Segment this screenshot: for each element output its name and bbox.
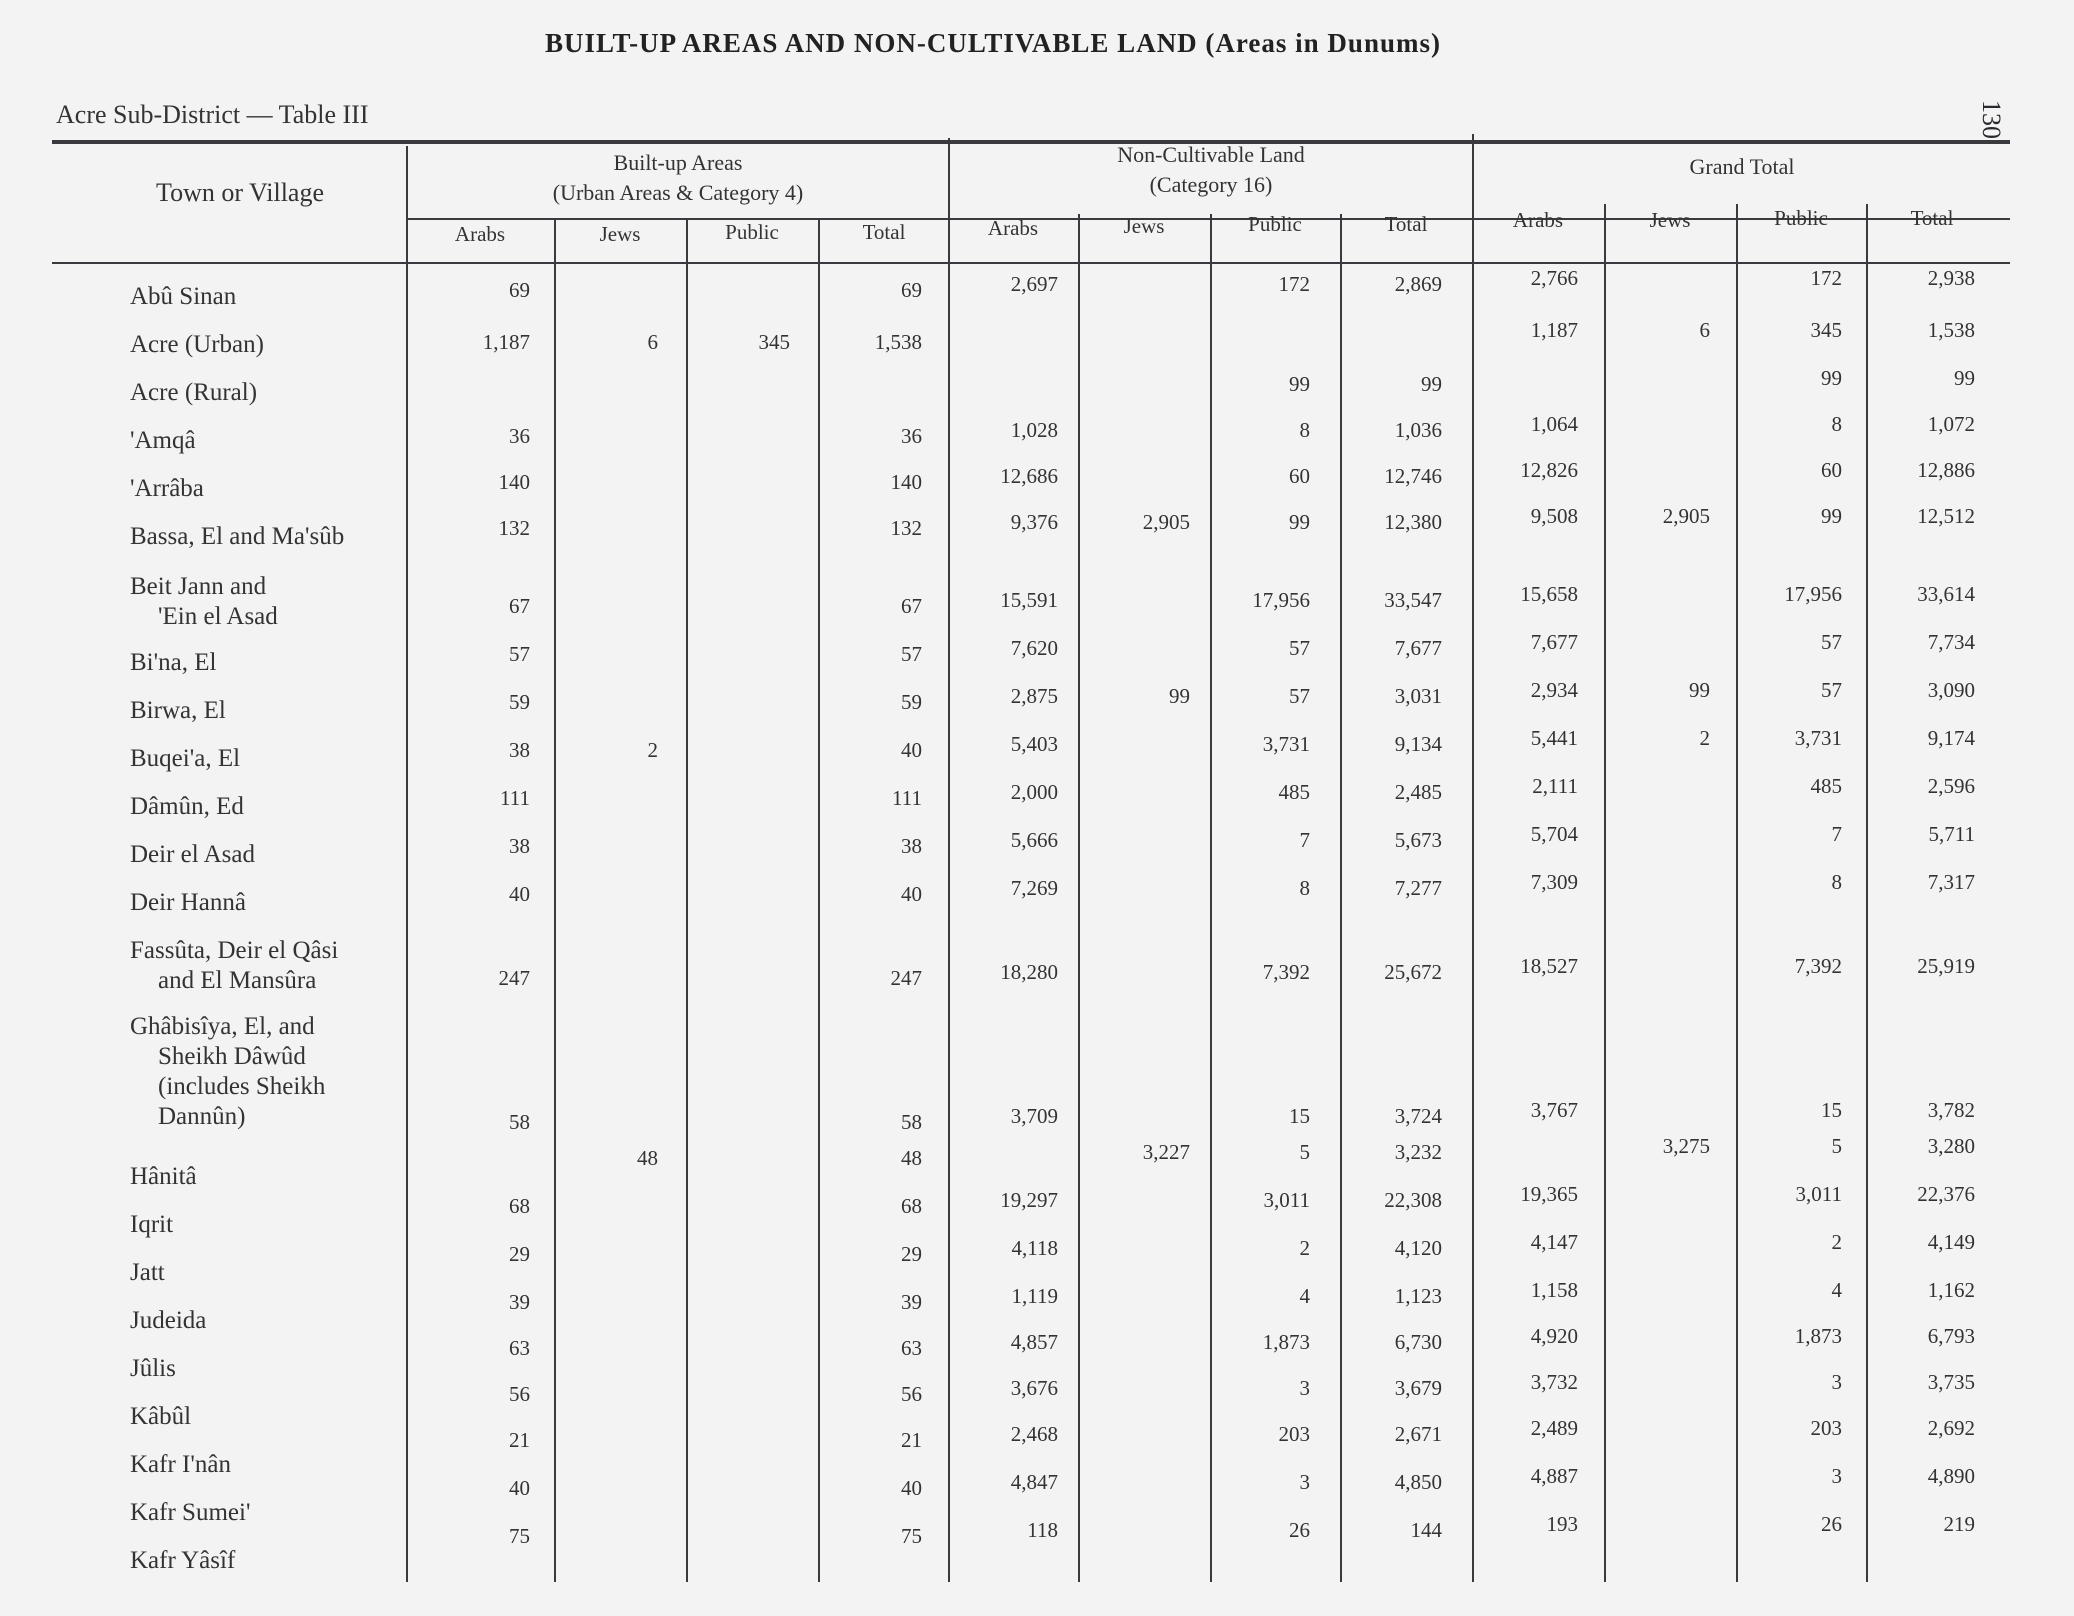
table-cell: 1,123 [1394, 1284, 1442, 1308]
table-cell: 4,920 [1530, 1324, 1578, 1348]
town-name-line: Kafr Sumei' [130, 1499, 251, 1526]
column-header: Total [862, 220, 906, 244]
non-cultivable-header-line1: Non-Cultivable Land [1117, 142, 1305, 167]
table-cell: 57 [1289, 684, 1310, 708]
table-cell: 1,036 [1394, 418, 1442, 442]
table-cell: 33,547 [1384, 588, 1442, 612]
table-cell: 247 [890, 966, 922, 990]
column-header: Jews [1123, 214, 1165, 238]
table-cell: 3,031 [1394, 684, 1442, 708]
table-cell: 3,275 [1662, 1134, 1710, 1158]
table-cell: 57 [509, 642, 530, 666]
table-cell: 2 [1699, 726, 1710, 750]
table-cell: 3 [1831, 1464, 1842, 1488]
table-cell: 3 [1299, 1376, 1310, 1400]
table-cell: 63 [509, 1336, 530, 1360]
table-cell: 3,232 [1394, 1140, 1442, 1164]
town-name-line: Bi'na, El [130, 649, 217, 676]
table-cell: 3,732 [1530, 1370, 1578, 1394]
table-cell: 4 [1299, 1284, 1310, 1308]
table-cell: 144 [1410, 1518, 1442, 1542]
table-cell: 5,673 [1394, 828, 1442, 852]
table-cell: 7,317 [1927, 870, 1975, 894]
column-header: Public [1774, 206, 1828, 230]
town-name [130, 648, 410, 678]
table-cell: 247 [498, 966, 530, 990]
col-divider [948, 138, 950, 1582]
table-cell: 2,869 [1394, 272, 1442, 296]
town-name [130, 426, 410, 456]
town-name [130, 840, 410, 870]
table-cell: 203 [1278, 1422, 1310, 1446]
table-cell: 56 [901, 1382, 922, 1406]
table-cell: 48 [637, 1146, 658, 1170]
table-cell: 3,280 [1927, 1134, 1975, 1158]
table-cell: 1,873 [1262, 1330, 1310, 1354]
column-header: Arabs [454, 222, 506, 246]
table-cell: 345 [758, 330, 790, 354]
table-cell: 3,731 [1794, 726, 1842, 750]
table-cell: 8 [1299, 418, 1310, 442]
table-cell: 4,120 [1394, 1236, 1442, 1260]
table-cell: 5 [1831, 1134, 1842, 1158]
table-cell: 2,596 [1927, 774, 1975, 798]
built-up-header [408, 148, 948, 208]
table-cell: 2,485 [1394, 780, 1442, 804]
table-cell: 3,679 [1394, 1376, 1442, 1400]
table-cell: 40 [509, 882, 530, 906]
table-cell: 22,376 [1917, 1182, 1975, 1206]
table-cell: 1,162 [1927, 1278, 1975, 1302]
table-cell: 39 [901, 1290, 922, 1314]
table-cell: 203 [1810, 1416, 1842, 1440]
table-cell: 7,392 [1262, 960, 1310, 984]
table-cell: 9,508 [1530, 504, 1578, 528]
table-cell: 58 [509, 1110, 530, 1134]
table-cell: 5 [1299, 1140, 1310, 1164]
table-cell: 59 [901, 690, 922, 714]
table-cell: 2,697 [1010, 272, 1058, 296]
table-cell: 2,111 [1532, 774, 1578, 798]
town-name [130, 1012, 410, 1132]
table-cell: 59 [509, 690, 530, 714]
table-cell: 99 [1289, 510, 1310, 534]
table-cell: 2,934 [1530, 678, 1578, 702]
table-cell: 15 [1289, 1104, 1310, 1128]
table-cell: 29 [901, 1242, 922, 1266]
town-name-line: Beit Jann and [130, 573, 267, 600]
table-cell: 8 [1831, 870, 1842, 894]
table-cell: 12,886 [1917, 458, 1975, 482]
table-cell: 7,309 [1530, 870, 1578, 894]
table-cell: 4,118 [1011, 1236, 1058, 1260]
town-name [130, 1546, 410, 1576]
table-cell: 56 [509, 1382, 530, 1406]
town-name-line: Deir el Asad [130, 841, 255, 868]
table-cell: 1,158 [1530, 1278, 1578, 1302]
table-cell: 132 [890, 516, 922, 540]
table-cell: 2 [1299, 1236, 1310, 1260]
table-cell: 26 [1289, 1518, 1310, 1542]
table-cell: 7,620 [1010, 636, 1058, 660]
table-cell: 57 [1821, 678, 1842, 702]
table-cell: 60 [1821, 458, 1842, 482]
table-cell: 219 [1943, 1512, 1975, 1536]
table-cell: 7 [1831, 822, 1842, 846]
table-cell: 19,365 [1520, 1182, 1578, 1206]
table-cell: 15,591 [1000, 588, 1058, 612]
table-cell: 3,735 [1927, 1370, 1975, 1394]
town-name-line: Abû Sinan [130, 283, 237, 310]
town-name [130, 572, 410, 632]
table-cell: 25,672 [1384, 960, 1442, 984]
column-header: Total [1910, 206, 1954, 230]
table-cell: 5,704 [1530, 822, 1578, 846]
page-number: 130 [1977, 100, 2006, 139]
table-cell: 29 [509, 1242, 530, 1266]
table-cell: 7,677 [1530, 630, 1578, 654]
town-name-line: Judeida [130, 1307, 207, 1334]
built-up-header-line1: Built-up Areas [613, 150, 743, 175]
town-name [130, 1258, 410, 1288]
town-name [130, 1498, 410, 1528]
table-cell: 1,538 [1927, 318, 1975, 342]
table-cell: 3,227 [1142, 1140, 1190, 1164]
table-cell: 6 [647, 330, 658, 354]
table-cell: 12,512 [1917, 504, 1975, 528]
table-cell: 7,677 [1394, 636, 1442, 660]
table-cell: 2,905 [1142, 510, 1190, 534]
table-cell: 99 [1821, 504, 1842, 528]
table-cell: 8 [1299, 876, 1310, 900]
table-cell: 3 [1299, 1470, 1310, 1494]
town-name [130, 744, 410, 774]
table-cell: 485 [1810, 774, 1842, 798]
table-cell: 2,766 [1530, 266, 1578, 290]
table-cell: 3,011 [1263, 1188, 1310, 1212]
table-cell: 15 [1821, 1098, 1842, 1122]
table-cell: 39 [509, 1290, 530, 1314]
column-header: Jews [1649, 208, 1691, 232]
town-name [130, 1306, 410, 1336]
table-cell: 4,857 [1010, 1330, 1058, 1354]
table-cell: 12,380 [1384, 510, 1442, 534]
table-cell: 3,011 [1795, 1182, 1842, 1206]
table-cell: 99 [1689, 678, 1710, 702]
table-cell: 7 [1299, 828, 1310, 852]
table-cell: 6 [1699, 318, 1710, 342]
town-name [130, 1162, 410, 1192]
table-cell: 3,090 [1927, 678, 1975, 702]
table-cell: 1,028 [1010, 418, 1058, 442]
table-cell: 15,658 [1520, 582, 1578, 606]
town-name [130, 474, 410, 504]
table-cell: 40 [509, 1476, 530, 1500]
col-divider [686, 220, 688, 1582]
table-cell: 12,826 [1520, 458, 1578, 482]
table-cell: 8 [1831, 412, 1842, 436]
table-cell: 3,724 [1394, 1104, 1442, 1128]
column-header: Jews [599, 222, 641, 246]
table-cell: 5,403 [1010, 732, 1058, 756]
table-cell: 172 [1810, 266, 1842, 290]
table-cell: 58 [901, 1110, 922, 1134]
table-cell: 6,793 [1927, 1324, 1975, 1348]
grand-total-header-line1: Grand Total [1689, 154, 1795, 179]
column-header: Arabs [1512, 208, 1564, 232]
town-header: Town or Village [156, 178, 324, 207]
table-cell: 4,890 [1927, 1464, 1975, 1488]
town-name-line: Dâmûn, Ed [130, 793, 244, 820]
table-cell: 18,280 [1000, 960, 1058, 984]
table-cell: 2,671 [1394, 1422, 1442, 1446]
table-cell: 2,905 [1662, 504, 1710, 528]
town-name-line: Jûlis [130, 1355, 176, 1382]
table-cell: 7,277 [1394, 876, 1442, 900]
table-cell: 3,767 [1530, 1098, 1578, 1122]
table-cell: 4 [1831, 1278, 1842, 1302]
table-cell: 38 [901, 834, 922, 858]
table-cell: 2,489 [1530, 1416, 1578, 1440]
table-subtitle: Acre Sub-District — Table III [56, 100, 369, 129]
table-cell: 2,468 [1010, 1422, 1058, 1446]
town-name-line: Jatt [130, 1259, 165, 1286]
table-cell: 69 [901, 278, 922, 302]
column-header: Total [1384, 212, 1428, 236]
table-cell: 48 [901, 1146, 922, 1170]
table-cell: 2,692 [1927, 1416, 1975, 1440]
table-cell: 99 [1954, 366, 1975, 390]
town-name [130, 522, 410, 552]
table-cell: 2,000 [1010, 780, 1058, 804]
table-cell: 60 [1289, 464, 1310, 488]
town-name [130, 1402, 410, 1432]
non-cultivable-header [950, 140, 1472, 200]
table-cell: 75 [509, 1524, 530, 1548]
town-name-line: Ghâbisîya, El, and [130, 1013, 315, 1040]
table-cell: 9,174 [1927, 726, 1975, 750]
town-name [130, 282, 410, 312]
table-cell: 1,873 [1794, 1324, 1842, 1348]
town-name-line: Kâbûl [130, 1403, 192, 1430]
table-cell: 1,064 [1530, 412, 1578, 436]
town-name-line: Buqei'a, El [130, 745, 241, 772]
town-name [130, 378, 410, 408]
table-cell: 9,376 [1010, 510, 1058, 534]
table-cell: 17,956 [1784, 582, 1842, 606]
table-cell: 33,614 [1917, 582, 1975, 606]
table-cell: 2 [647, 738, 658, 762]
non-cultivable-header-line2: (Category 16) [1149, 172, 1273, 197]
table-cell: 7,269 [1010, 876, 1058, 900]
town-name-line: Acre (Urban) [130, 331, 264, 358]
table-cell: 2,938 [1927, 266, 1975, 290]
table-cell: 4,147 [1530, 1230, 1578, 1254]
town-name [130, 1354, 410, 1384]
table-cell: 6,730 [1394, 1330, 1442, 1354]
town-name-line: Kafr I'nân [130, 1451, 231, 1478]
table-cell: 5,666 [1010, 828, 1058, 852]
table-cell: 12,746 [1384, 464, 1442, 488]
table-cell: 111 [892, 786, 922, 810]
column-header: Arabs [987, 216, 1039, 240]
table-cell: 21 [509, 1428, 530, 1452]
town-name-line: and El Mansûra [158, 967, 317, 994]
table-cell: 63 [901, 1336, 922, 1360]
table-cell: 18,527 [1520, 954, 1578, 978]
table-cell: 5,441 [1530, 726, 1578, 750]
table-cell: 3,782 [1927, 1098, 1975, 1122]
town-name [130, 696, 410, 726]
table-cell: 1,538 [874, 330, 922, 354]
table-cell: 21 [901, 1428, 922, 1452]
town-name-line: (includes Sheikh [158, 1073, 326, 1100]
town-name-line: Kafr Yâsîf [130, 1547, 236, 1574]
table-cell: 67 [901, 594, 922, 618]
table-cell: 57 [1821, 630, 1842, 654]
town-name [130, 936, 410, 996]
table-cell: 99 [1421, 372, 1442, 396]
table-cell: 3 [1831, 1370, 1842, 1394]
column-header: Public [725, 220, 779, 244]
column-header: Public [1248, 212, 1302, 236]
table-cell: 22,308 [1384, 1188, 1442, 1212]
table-cell: 38 [509, 834, 530, 858]
table-cell: 1,187 [1530, 318, 1578, 342]
table-cell: 12,686 [1000, 464, 1058, 488]
table-cell: 1,119 [1011, 1284, 1058, 1308]
town-name-line: Hânitâ [130, 1163, 197, 1190]
table-cell: 140 [890, 470, 922, 494]
table-cell: 4,887 [1530, 1464, 1578, 1488]
table-cell: 485 [1278, 780, 1310, 804]
table-cell: 40 [901, 882, 922, 906]
table-cell: 99 [1821, 366, 1842, 390]
table-cell: 345 [1810, 318, 1842, 342]
table-cell: 4,847 [1010, 1470, 1058, 1494]
table-cell: 7,734 [1927, 630, 1975, 654]
table-cell: 36 [509, 424, 530, 448]
grand-total-header [1474, 152, 2010, 182]
town-name-line: 'Ein el Asad [158, 603, 278, 630]
col-divider [1604, 204, 1606, 1582]
table-cell: 4,850 [1394, 1470, 1442, 1494]
header-rule-2 [52, 262, 2010, 264]
table-cell: 69 [509, 278, 530, 302]
town-name-line: Iqrit [130, 1211, 174, 1238]
table-cell: 111 [500, 786, 530, 810]
table-cell: 2 [1831, 1230, 1842, 1254]
table-cell: 68 [901, 1194, 922, 1218]
table-cell: 67 [509, 594, 530, 618]
table-cell: 68 [509, 1194, 530, 1218]
town-name-line: 'Arrâba [130, 475, 204, 502]
table-cell: 36 [901, 424, 922, 448]
town-name [130, 1210, 410, 1240]
table-cell: 193 [1546, 1512, 1578, 1536]
built-up-header-line2: (Urban Areas & Category 4) [552, 180, 804, 205]
table-cell: 4,149 [1927, 1230, 1975, 1254]
town-name-line: Deir Hannâ [130, 889, 246, 916]
town-name-line: Acre (Rural) [130, 379, 258, 406]
table-cell: 1,072 [1927, 412, 1975, 436]
table-cell: 2,875 [1010, 684, 1058, 708]
town-name [130, 1450, 410, 1480]
table-cell: 17,956 [1252, 588, 1310, 612]
table-cell: 3,676 [1010, 1376, 1058, 1400]
table-cell: 19,297 [1000, 1188, 1058, 1212]
table-cell: 3,709 [1010, 1104, 1058, 1128]
town-name-line: 'Amqâ [130, 427, 196, 454]
table-cell: 140 [498, 470, 530, 494]
table-cell: 57 [1289, 636, 1310, 660]
table-cell: 1,187 [482, 330, 530, 354]
town-name-line: Sheikh Dâwûd [158, 1043, 306, 1070]
table-cell: 99 [1289, 372, 1310, 396]
page-title: BUILT-UP AREAS AND NON-CULTIVABLE LAND (Areas in Dunums) [545, 28, 1441, 58]
table-cell: 99 [1169, 684, 1190, 708]
table-cell: 172 [1278, 272, 1310, 296]
table-cell: 118 [1027, 1518, 1058, 1542]
table-cell: 57 [901, 642, 922, 666]
town-name [130, 330, 410, 360]
table-cell: 75 [901, 1524, 922, 1548]
town-name [130, 792, 410, 822]
col-divider [554, 220, 556, 1582]
table-cell: 5,711 [1928, 822, 1975, 846]
table-cell: 7,392 [1794, 954, 1842, 978]
town-name-line: Dannûn) [158, 1103, 246, 1130]
town-name-line: Bassa, El and Ma'sûb [130, 523, 345, 550]
table-cell: 9,134 [1394, 732, 1442, 756]
table-cell: 40 [901, 738, 922, 762]
col-divider [1078, 214, 1080, 1582]
table-cell: 26 [1821, 1512, 1842, 1536]
town-name-line: Fassûta, Deir el Qâsi [130, 937, 339, 964]
table-cell: 3,731 [1262, 732, 1310, 756]
table-cell: 132 [498, 516, 530, 540]
col-divider [1472, 134, 1474, 1582]
table-cell: 25,919 [1917, 954, 1975, 978]
town-name-line: Birwa, El [130, 697, 226, 724]
table-cell: 40 [901, 1476, 922, 1500]
table-cell: 38 [509, 738, 530, 762]
town-name [130, 888, 410, 918]
